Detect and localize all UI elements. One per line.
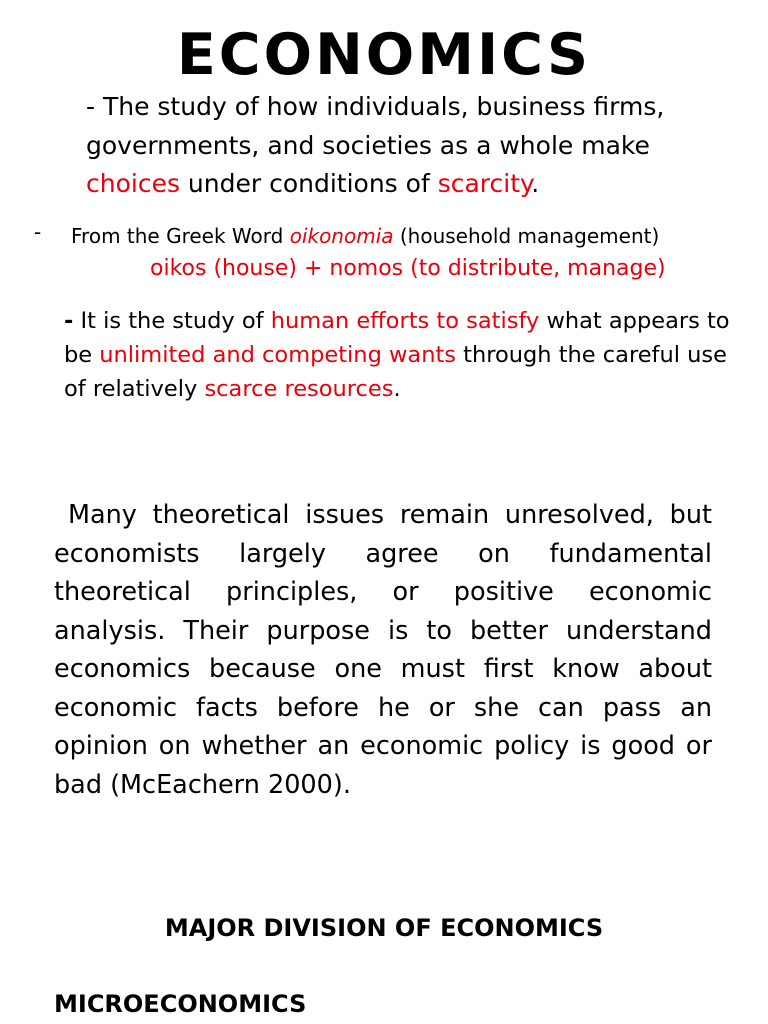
definition-text: It is the study of — [73, 308, 271, 334]
bullet-dash: - — [34, 220, 42, 244]
section-heading: MAJOR DIVISION OF ECONOMICS — [164, 914, 604, 942]
definition-scarcity — [86, 88, 746, 204]
subsection-heading: MICROECONOMICS — [54, 990, 307, 1018]
highlight-unlimited-wants: unlimited and competing wants — [99, 342, 456, 368]
definition-text: what appears to be — [64, 308, 730, 368]
greek-origin — [34, 222, 754, 250]
greek-gloss: (household management) — [393, 224, 660, 248]
highlight-human-efforts: human efforts to satisfy — [270, 308, 540, 334]
body-paragraph: Many theoretical issues remain unresolved, but economists largely agree on fundamental theoretical principles, or positive economic analysis. Their purpose is to better understand economics because one must first know about economic facts before he or she can pass an opinion on whether an economic policy is good or bad (McEachern 2000). — [54, 500, 712, 800]
greek-etymology: oikos (house) + nomos (to distribute, manage) — [150, 256, 666, 281]
highlight-choices: choices — [86, 169, 180, 198]
greek-text: From the Greek Word — [71, 224, 290, 248]
bullet-dash: - — [64, 308, 74, 334]
definition-text: - The study of how individuals, business firms, governments, and societies as a whole make — [86, 92, 665, 160]
definition-wants — [64, 304, 734, 406]
greek-word: oikonomia — [289, 224, 394, 248]
highlight-scarce-resources: scarce resources — [204, 376, 394, 402]
highlight-scarcity: scarcity — [437, 169, 532, 198]
definition-text: through the careful use of relatively — [64, 342, 727, 402]
definition-text: . — [531, 169, 540, 198]
definition-text: under conditions of — [179, 169, 438, 198]
definition-text: . — [393, 376, 401, 402]
page-title: ECONOMICS — [176, 22, 592, 88]
